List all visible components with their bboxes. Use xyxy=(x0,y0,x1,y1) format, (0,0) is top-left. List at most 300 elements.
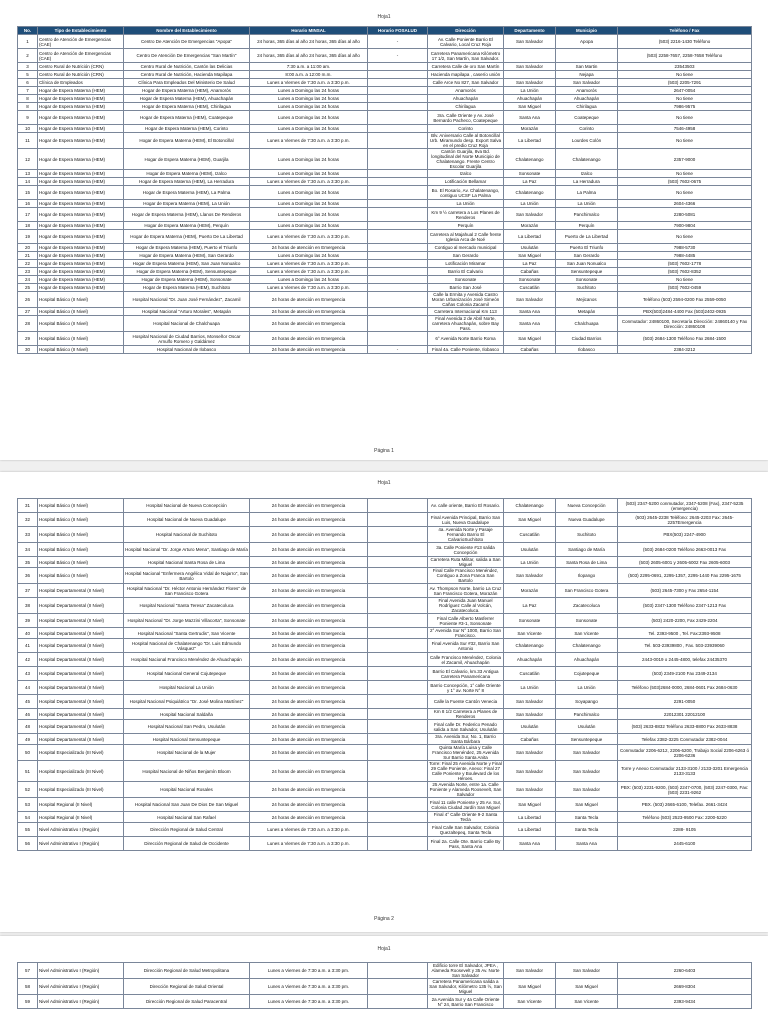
cell-phone: (503) 7602-1778 xyxy=(618,260,752,268)
cell-address: Km 9 ½ carretera a Los Planes de Renderos xyxy=(428,208,504,222)
cell-department: La Paz xyxy=(504,260,556,268)
cell-number: 42 xyxy=(18,653,38,667)
cell-number: 20 xyxy=(18,244,38,252)
cell-name: Hogar de Espera Materna (HEM), La Unión xyxy=(124,200,250,208)
cell-name: Hospital Nacional "Dr. Héctor Antonio Hernández Flores" de San Francisco Gotera xyxy=(124,584,250,598)
cell-minsal-schedule: 24 horas, 365 días al año 24 horas, 365 días al año xyxy=(250,49,368,63)
table-row xyxy=(18,628,752,639)
cell-minsal-schedule: Lunes a Viernes de 7:30 a.m. a 3:30 p.m. xyxy=(250,79,368,87)
cell-type: Hospital Departamental (II Nivel) xyxy=(38,653,124,667)
cell-minsal-schedule: Lunes a Domingo las 24 horas xyxy=(250,95,368,103)
cell-fosalud-schedule xyxy=(368,513,428,527)
cell-type: Hogar de Espera Materna (HEM) xyxy=(38,149,124,170)
cell-minsal-schedule: Lunes a Viernes de 7:30 a.m. a 3:30 pm. xyxy=(250,979,368,995)
cell-type: Hogar de Espera Materna (HEM) xyxy=(38,252,124,260)
table-row xyxy=(18,222,752,230)
cell-type: Hogar de Espera Materna (HEM) xyxy=(38,125,124,133)
cell-department: Morazán xyxy=(504,222,556,230)
table-row xyxy=(18,308,752,316)
cell-name: Hogar de Espera Materna (HEM), Puerto el Triunfo xyxy=(124,244,250,252)
cell-fosalud-schedule xyxy=(368,979,428,995)
cell-department: Chalatenango xyxy=(504,186,556,200)
cell-address: Contiguo al mercado municipal xyxy=(428,244,504,252)
cell-department: Cabañas xyxy=(504,346,556,354)
cell-department: Morazán xyxy=(504,125,556,133)
cell-name: Hospital Nacional "Santa Gertrudis", San Vicente xyxy=(124,628,250,639)
cell-type: Hogar de Espera Materna (HEM) xyxy=(38,222,124,230)
cell-fosalud-schedule xyxy=(368,798,428,812)
data-table xyxy=(17,962,752,1009)
cell-fosalud-schedule xyxy=(368,230,428,244)
cell-municipality: Chalchuapa xyxy=(556,316,618,332)
cell-address: Carretera al Majahual 2 Calle frente Iglesia Arca de Noé xyxy=(428,230,504,244)
cell-name: Hospital Nacional de Suchitoto xyxy=(124,527,250,543)
cell-address: Av. Thompson Norte, barrio La Cruz San Francisco Gotera, Morazán xyxy=(428,584,504,598)
cell-fosalud-schedule xyxy=(368,200,428,208)
table-row xyxy=(18,170,752,178)
cell-number: 22 xyxy=(18,260,38,268)
data-table xyxy=(17,498,752,851)
cell-address: Final Calle Alberto Masferrer Poniente #3-1, Sonsonate xyxy=(428,614,504,628)
cell-phone: (503) 2605-6001 y 2605-6002 Fax 2605-6003 xyxy=(618,557,752,568)
cell-address: Barrio San José xyxy=(428,284,504,292)
cell-type: Hospital Departamental (II Nivel) xyxy=(38,720,124,734)
table-row xyxy=(18,292,752,308)
cell-phone: (503) 2645-7300 y Fax 2654-1154 xyxy=(618,584,752,598)
cell-minsal-schedule: Lunes a Viernes de 7:30 a.m. a 3:30 p.m. xyxy=(250,260,368,268)
cell-minsal-schedule: Lunes a Domingo las 24 horas xyxy=(250,103,368,111)
cell-name: Hogar de Espera Materna (HEM), La Herradura xyxy=(124,178,250,186)
cell-number: 19 xyxy=(18,230,38,244)
cell-number: 50 xyxy=(18,745,38,761)
cell-phone: 2604-4366 xyxy=(618,200,752,208)
cell-address: La Unión xyxy=(428,200,504,208)
cell-address: Corinto xyxy=(428,125,504,133)
cell-municipality: Perquín xyxy=(556,222,618,230)
cell-address: Blv. Aniversario Calle al Botoncillal Urb. Miramundo desp. Export Salva en el predio Cruz Roja xyxy=(428,133,504,149)
table-row xyxy=(18,268,752,276)
cell-municipality: Nueva Concepción xyxy=(556,499,618,513)
cell-address: Final Calle San Salvador, Colonia Quezaltepeq, Santa Tecla xyxy=(428,823,504,837)
cell-minsal-schedule: Lunes a Domingo las 24 horas xyxy=(250,200,368,208)
cell-phone: Teléfono (503) 2594-0200 Fax 2559-0050 xyxy=(618,292,752,308)
cell-phone: (503) 2205-7291 xyxy=(618,79,752,87)
cell-phone: No tiene xyxy=(618,71,752,79)
table-row xyxy=(18,598,752,614)
cell-fosalud-schedule xyxy=(368,963,428,979)
table-row xyxy=(18,35,752,49)
cell-municipality: Santa Tecla xyxy=(556,812,618,823)
cell-fosalud-schedule xyxy=(368,695,428,709)
cell-minsal-schedule: 24 horas de atención en Emergencia xyxy=(250,709,368,720)
cell-phone: (503) 2295-0691, 2295-1357, 2295-1440 Fax 2295-1675 xyxy=(618,568,752,584)
cell-municipality: La Palma xyxy=(556,186,618,200)
cell-department: Ahuachapán xyxy=(504,95,556,103)
cell-minsal-schedule: 24 horas de atención en Emergencia xyxy=(250,568,368,584)
cell-fosalud-schedule xyxy=(368,79,428,87)
cell-name: Hospital Nacional de Chalchuapa xyxy=(124,316,250,332)
table-row xyxy=(18,667,752,681)
cell-municipality: Ahuachapán xyxy=(556,653,618,667)
cell-municipality: Sonsonate xyxy=(556,276,618,284)
cell-phone: (503) 7602-0675 xyxy=(618,178,752,186)
cell-type: Hogar de Espera Materna (HEM) xyxy=(38,95,124,103)
sheet-page-3 xyxy=(0,936,768,1024)
cell-department: Santa Ana xyxy=(504,837,556,851)
cell-municipality: Santa Ana xyxy=(556,837,618,851)
cell-municipality: Ilobasco xyxy=(556,346,618,354)
cell-type: Hospital Básico (II Nivel) xyxy=(38,332,124,346)
cell-minsal-schedule: 24 horas de atención en Emergencia xyxy=(250,244,368,252)
cell-municipality: Nejapa xyxy=(556,71,618,79)
cell-number: 49 xyxy=(18,734,38,745)
cell-municipality: San Vicente xyxy=(556,628,618,639)
table-row xyxy=(18,614,752,628)
cell-name: Hogar de Espera Materna (HEM), Puerto De La Libertad xyxy=(124,230,250,244)
cell-number: 38 xyxy=(18,598,38,614)
cell-fosalud-schedule xyxy=(368,782,428,798)
cell-minsal-schedule: Lunes a Viernes de 7:30 a.m. a 3:30 p.m. xyxy=(250,178,368,186)
cell-number: 51 xyxy=(18,761,38,782)
cell-name: Hogar de Espera Materna (HEM), Corinto xyxy=(124,125,250,133)
cell-municipality: Sensuntepeque xyxy=(556,734,618,745)
cell-type: Hogar de Espera Materna (HEM) xyxy=(38,260,124,268)
cell-number: 5 xyxy=(18,71,38,79)
cell-number: 14 xyxy=(18,178,38,186)
cell-fosalud-schedule xyxy=(368,709,428,720)
cell-minsal-schedule: Lunes a Domingo las 24 horas xyxy=(250,208,368,222)
cell-name: Hogar de Espera Materna (HEM), Ahuachapán xyxy=(124,95,250,103)
cell-phone: (503) 2420-2200, Fax 2429-2204 xyxy=(618,614,752,628)
cell-name: Hospital Nacional "Arturo Morales", Metapán xyxy=(124,308,250,316)
cell-minsal-schedule: Lunes a Domingo las 24 horas xyxy=(250,111,368,125)
cell-minsal-schedule: Lunes a Viernes de 7:30 a.m. a 3:30 p.m. xyxy=(250,823,368,837)
cell-department: Santa Ana xyxy=(504,308,556,316)
cell-fosalud-schedule xyxy=(368,208,428,222)
cell-type: Hospital Básico (II Nivel) xyxy=(38,499,124,513)
cell-number: 56 xyxy=(18,837,38,851)
cell-type: Hospital Departamental (II Nivel) xyxy=(38,681,124,695)
cell-fosalud-schedule xyxy=(368,639,428,653)
cell-municipality: La Herradura xyxy=(556,178,618,186)
table-row xyxy=(18,639,752,653)
cell-fosalud-schedule xyxy=(368,103,428,111)
cell-type: Nivel Administrativo I (Región) xyxy=(38,823,124,837)
cell-name: Hogar de Espera Materna (HEM), El Botoncillal xyxy=(124,133,250,149)
cell-phone: Teléfono (503)2684-0000, 2684-0601 Fax 2684-0630 xyxy=(618,681,752,695)
cell-name: Dirección Regional de Salud Oriental xyxy=(124,979,250,995)
cell-fosalud-schedule xyxy=(368,316,428,332)
cell-type: Clínica de Empleados xyxy=(38,79,124,87)
cell-department: La Unión xyxy=(504,87,556,95)
cell-name: Hospital Nacional Saldaña xyxy=(124,709,250,720)
cell-minsal-schedule: 24 horas, 365 días al año 24 horas, 365 días al año xyxy=(250,35,368,49)
cell-municipality: Soyapango xyxy=(556,695,618,709)
sheet-page-2 xyxy=(0,472,768,932)
table-row xyxy=(18,200,752,208)
cell-department: San Salvador xyxy=(504,208,556,222)
cell-department: Chalatenango xyxy=(504,639,556,653)
cell-fosalud-schedule xyxy=(368,170,428,178)
cell-municipality: Cojutepeque xyxy=(556,667,618,681)
cell-name: Hospital Nacional Sensuntepeque xyxy=(124,734,250,745)
cell-phone: 2357-9000 xyxy=(618,149,752,170)
cell-number: 26 xyxy=(18,292,38,308)
cell-minsal-schedule: 24 horas de atención en Emergencia xyxy=(250,653,368,667)
cell-fosalud-schedule xyxy=(368,276,428,284)
cell-fosalud-schedule xyxy=(368,268,428,276)
cell-phone: PBX. (503) 2665-6100, Telefax. 2661-3424 xyxy=(618,798,752,812)
cell-type: Hospital Básico (II Nivel) xyxy=(38,568,124,584)
cell-department: Usulután xyxy=(504,543,556,557)
header-type: Tipo de Establecimiento xyxy=(38,27,124,35)
cell-municipality: Santa Rosa de Lima xyxy=(556,557,618,568)
cell-phone: Telefax 2382-3225 Conmutador 2382-0044 xyxy=(618,734,752,745)
cell-number: 3 xyxy=(18,63,38,71)
sheet-title: Hoja1 xyxy=(377,480,391,486)
cell-department: San Miguel xyxy=(504,252,556,260)
cell-department: Sonsonate xyxy=(504,614,556,628)
cell-address: Calle Francisco Menéndez, Colonia el Zacamil, Ahuachapán xyxy=(428,653,504,667)
cell-municipality: Chalatenango xyxy=(556,149,618,170)
cell-fosalud-schedule xyxy=(368,557,428,568)
cell-phone: 2288- 9105 xyxy=(618,823,752,837)
cell-address: 3a. Calle Poniente #13 salida Concepción xyxy=(428,543,504,557)
cell-fosalud-schedule: - xyxy=(368,346,428,354)
cell-type: Hospital Básico (II Nivel) xyxy=(38,292,124,308)
cell-name: Dirección Regional de Salud Paracentral xyxy=(124,995,250,1009)
cell-fosalud-schedule xyxy=(368,178,428,186)
cell-number: 10 xyxy=(18,125,38,133)
cell-number: 36 xyxy=(18,568,38,584)
cell-name: Hospital Nacional de Ilobasco xyxy=(124,346,250,354)
cell-municipality: La Unión xyxy=(556,200,618,208)
cell-number: 16 xyxy=(18,200,38,208)
table-row xyxy=(18,812,752,823)
cell-address: Calle la Ermita y Avenida Castro Moran Urbanización José Simeón Cañas Colonia Zacamil xyxy=(428,292,504,308)
cell-name: Hospital Nacional "Enfermera Angélica Vidal de Najarro", San Bartolo xyxy=(124,568,250,584)
cell-minsal-schedule: 8:00 a.m. a 12:00 m.m. xyxy=(250,71,368,79)
cell-municipality: Zacatecoluca xyxy=(556,598,618,614)
cell-municipality: Panchimalco xyxy=(556,208,618,222)
cell-minsal-schedule: 24 horas de atención en Emergencia xyxy=(250,798,368,812)
cell-fosalud-schedule xyxy=(368,125,428,133)
cell-address: Perquín xyxy=(428,222,504,230)
cell-number: 17 xyxy=(18,208,38,222)
cell-phone: Torre y Anexo Conmutador 2133-3100 / 2133-3201 Emergencia 2133-3133 xyxy=(618,761,752,782)
cell-name: Dirección Regional de Salud Central xyxy=(124,823,250,837)
cell-department: San Salvador xyxy=(504,963,556,979)
cell-department: Cabañas xyxy=(504,734,556,745)
table-row xyxy=(18,208,752,222)
cell-type: Hospital Básico (II Nivel) xyxy=(38,308,124,316)
cell-address: Final 11 calle Poniente y 25 Av. Sur, Colonia Ciudad Jardín San Miguel xyxy=(428,798,504,812)
cell-number: 54 xyxy=(18,812,38,823)
table-row xyxy=(18,346,752,354)
cell-number: 32 xyxy=(18,513,38,527)
cell-minsal-schedule: 24 horas de atención en Emergencia xyxy=(250,332,368,346)
cell-address: Quinta María Luisa y Calle Francisco Menéndez, 25 Avenida Sur Barrio Santa Anita xyxy=(428,745,504,761)
cell-type: Centro de Atención de Emergencias (CAE) xyxy=(38,35,124,49)
cell-fosalud-schedule xyxy=(368,734,428,745)
cell-phone: (503) 2633-8832 Teléfono 2633-8800 Fax 2633-8838 xyxy=(618,720,752,734)
cell-phone: 2443-0019 o 2445-4800, telefax 24435370 xyxy=(618,653,752,667)
cell-phone: 2445-6100 xyxy=(618,837,752,851)
page-footer: Página 1 xyxy=(374,448,394,454)
cell-minsal-schedule: Lunes a Viernes de 7:30 a.m. a 3:30 p.m. xyxy=(250,268,368,276)
cell-name: Hospital Nacional San Pedro, Usulután xyxy=(124,720,250,734)
cell-name: Hospital Nacional Santa Rosa de Lima xyxy=(124,557,250,568)
table-row xyxy=(18,745,752,761)
table-row xyxy=(18,186,752,200)
cell-type: Hospital Especializado (III Nivel) xyxy=(38,761,124,782)
cell-municipality: Ciudad Barrios xyxy=(556,332,618,346)
cell-minsal-schedule: Lunes a Viernes de 7:30 a.m. a 3:30 pm. xyxy=(250,963,368,979)
cell-phone: 2291-0050 xyxy=(618,695,752,709)
cell-fosalud-schedule xyxy=(368,95,428,103)
cell-address: Final 4° Calle Oriente 9-2 Santa Tecla xyxy=(428,812,504,823)
cell-address: 6° Avenida Norte Barrio Roma xyxy=(428,332,504,346)
table-row xyxy=(18,734,752,745)
table-body xyxy=(18,963,752,1009)
cell-type: Hospital Departamental (II Nivel) xyxy=(38,584,124,598)
cell-department: San Salvador xyxy=(504,63,556,71)
cell-name: Hospital Nacional "Dr. Juan José Fernández", Zacamil xyxy=(124,292,250,308)
table-row xyxy=(18,260,752,268)
cell-minsal-schedule: 7:30 a.m. a 11:00 am. xyxy=(250,63,368,71)
cell-phone: 2384-3212 xyxy=(618,346,752,354)
cell-phone: No tiene xyxy=(618,111,752,125)
cell-municipality: San Francisco Gotera xyxy=(556,584,618,598)
cell-name: Hospital Nacional de Ciudad Barrios, Monseñor Oscar Arnulfo Romero y Galdámez xyxy=(124,332,250,346)
cell-department: San Miguel xyxy=(504,103,556,111)
cell-minsal-schedule: 24 horas de atención en Emergencia xyxy=(250,316,368,332)
cell-municipality: Nueva Guadalupe xyxy=(556,513,618,527)
cell-name: Dirección Regional de Salud Metropolitana xyxy=(124,963,250,979)
table-row xyxy=(18,513,752,527)
cell-address: Ahuachapán xyxy=(428,95,504,103)
cell-municipality: San Miguel xyxy=(556,798,618,812)
cell-number: 24 xyxy=(18,276,38,284)
cell-address: San Gerardo xyxy=(428,252,504,260)
table-row xyxy=(18,979,752,995)
page-footer: Página 2 xyxy=(374,916,394,922)
cell-type: Centro Rural de Nutrición (CRN) xyxy=(38,63,124,71)
table-row xyxy=(18,709,752,720)
cell-department: Cabañas xyxy=(504,268,556,276)
cell-phone: Teléfono (503) 2523-9500 Fax: 2200-5220 xyxy=(618,812,752,823)
table-row xyxy=(18,149,752,170)
cell-municipality: Puerto El Triunfo xyxy=(556,244,618,252)
cell-department: Santa Ana xyxy=(504,316,556,332)
cell-type: Hospital Departamental (II Nivel) xyxy=(38,614,124,628)
cell-type: Hospital Departamental (II Nivel) xyxy=(38,709,124,720)
cell-phone: Conmutador 2206-6212, 2206-6200, Trabajo Social 2206-6263 ó 2206-6236 xyxy=(618,745,752,761)
cell-department: San Miguel xyxy=(504,332,556,346)
cell-phone: 22012301 22012100 xyxy=(618,709,752,720)
table-row xyxy=(18,63,752,71)
cell-phone: (503) 2258-7657, 2258-7658 Teléfono xyxy=(618,49,752,63)
cell-minsal-schedule: 24 horas de atención en Emergencia xyxy=(250,782,368,798)
cell-phone: (503) 2684-1300 Teléfono Fax 2684-1500 xyxy=(618,332,752,346)
cell-name: Hospital Nacional San Rafael xyxy=(124,812,250,823)
cell-type: Hospital Departamental (II Nivel) xyxy=(38,598,124,614)
table-row xyxy=(18,332,752,346)
cell-department: Cuscatlán xyxy=(504,284,556,292)
cell-number: 57 xyxy=(18,963,38,979)
cell-minsal-schedule: 24 horas de atención en Emergencia xyxy=(250,639,368,653)
cell-fosalud-schedule xyxy=(368,995,428,1009)
cell-municipality: San Gerardo xyxy=(556,252,618,260)
cell-department: Santa Ana xyxy=(504,111,556,125)
cell-minsal-schedule: 24 horas de atención en Emergencia xyxy=(250,499,368,513)
cell-minsal-schedule: Lunes a Viernes de 7:30 a.m. a 3:30 p.m. xyxy=(250,230,368,244)
cell-fosalud-schedule xyxy=(368,823,428,837)
cell-department: San Salvador xyxy=(504,35,556,49)
cell-name: Hogar de Espera Materna (HEM), San Gerardo xyxy=(124,252,250,260)
cell-type: Hogar de Espera Materna (HEM) xyxy=(38,133,124,149)
table-row xyxy=(18,527,752,543)
cell-fosalud-schedule xyxy=(368,292,428,308)
table-row xyxy=(18,95,752,103)
cell-name: Centro De Atención De Emergencias "San Martín" xyxy=(124,49,250,63)
cell-fosalud-schedule xyxy=(368,745,428,761)
cell-number: 15 xyxy=(18,186,38,200)
cell-municipality: Anamorós xyxy=(556,87,618,95)
table-row xyxy=(18,316,752,332)
cell-minsal-schedule: 24 horas de atención en Emergencia xyxy=(250,720,368,734)
cell-fosalud-schedule xyxy=(368,527,428,543)
cell-department: La Libertad xyxy=(504,823,556,837)
cell-name: Hogar de Espera Materna (HEM), Izalco xyxy=(124,170,250,178)
cell-minsal-schedule: 24 horas de atención en Emergencia xyxy=(250,628,368,639)
cell-fosalud-schedule xyxy=(368,284,428,292)
cell-minsal-schedule: Lunes a Domingo las 24 horas xyxy=(250,149,368,170)
cell-address: Carretera Calle de oro San Martín xyxy=(428,63,504,71)
cell-minsal-schedule: Lunes a Viernes de 7:30 a.m. a 3:30 p.m. xyxy=(250,284,368,292)
cell-minsal-schedule: Lunes a Domingo las 24 horas xyxy=(250,125,368,133)
cell-address: Km 8 1/2 Carretera a Planes de Renderos xyxy=(428,709,504,720)
cell-phone: (503) 2347-1300 Teléfono 2347-1213 Fax xyxy=(618,598,752,614)
cell-number: 1 xyxy=(18,35,38,49)
cell-type: Hogar de Espera Materna (HEM) xyxy=(38,178,124,186)
cell-type: Nivel Administrativo I (Región) xyxy=(38,995,124,1009)
cell-department: San Salvador xyxy=(504,745,556,761)
table-body xyxy=(18,499,752,851)
cell-number: 21 xyxy=(18,252,38,260)
cell-minsal-schedule: 24 horas de atención en Emergencia xyxy=(250,543,368,557)
cell-minsal-schedule: 24 horas de atención en Emergencia xyxy=(250,598,368,614)
cell-phone: Tel. 503-23939800 , Fax. 503-23939060 xyxy=(618,639,752,653)
cell-phone: 7546-4958 xyxy=(618,125,752,133)
table-row xyxy=(18,823,752,837)
cell-department: Usulután xyxy=(504,244,556,252)
cell-minsal-schedule: Lunes a Domingo las 24 horas xyxy=(250,276,368,284)
cell-fosalud-schedule xyxy=(368,87,428,95)
cell-phone: No tiene xyxy=(618,133,752,149)
cell-address: Edificio torre El Salvador, JPEA , Alameda Roosevelt y 35 Av. Norte San Salvador xyxy=(428,963,504,979)
cell-phone: 7986-9575 xyxy=(618,103,752,111)
cell-number: 8 xyxy=(18,103,38,111)
cell-minsal-schedule: 24 horas de atención en Emergencia xyxy=(250,667,368,681)
cell-name: Hospital Nacional de Nueva Concepción xyxy=(124,499,250,513)
cell-municipality: San Salvador xyxy=(556,761,618,782)
cell-minsal-schedule: 24 horas de atención en Emergencia xyxy=(250,695,368,709)
cell-name: Hogar de Espera Materna (HEM), Llanos De Renderos xyxy=(124,208,250,222)
cell-number: 59 xyxy=(18,995,38,1009)
cell-address: Izalco xyxy=(428,170,504,178)
cell-municipality: Panchimalco xyxy=(556,709,618,720)
